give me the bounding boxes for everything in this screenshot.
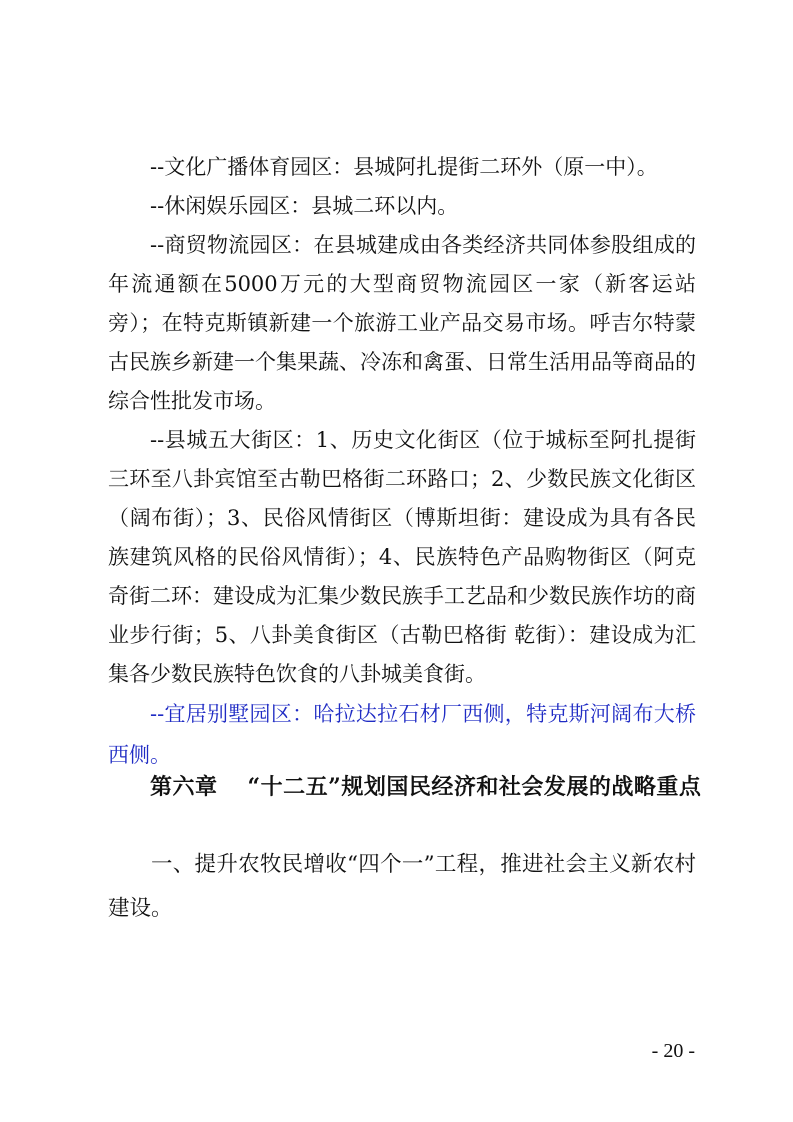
- chapter-heading: [150, 770, 710, 801]
- paragraph-leisure-zone: --休闲娱乐园区：县城二环以内。: [150, 194, 459, 218]
- paragraph-logistics-zone: --商贸物流园区：在县城建成由各类经济共同体参股组成的年流通额在5000万元的大型商贸物流园区一家（新客运站旁）；在特克斯镇新建一个旅游工业产品交易市场。呼吉尔特蒙古民族乡新建一个集果蔬、冷冻和禽蛋、日常生活用品等商品的综合性批发市场。: [108, 233, 696, 413]
- paragraph-culture-zone: --文化广播体育园区：县城阿扎提街二环外（原一中）。: [150, 155, 658, 179]
- body-text: [108, 148, 696, 776]
- page-number: - 20 -: [651, 1040, 695, 1062]
- section-heading: 一、提升农牧民增收“四个一”工程，推进社会主义新农村建设。: [108, 852, 696, 921]
- chapter-title: “十二五”规划国民经济和社会发展的战略重点: [247, 774, 702, 800]
- paragraph-villa-zone: --宜居别墅园区：哈拉达拉石材厂西侧，特克斯河阔布大桥西侧。: [108, 702, 696, 767]
- paragraph-five-streets: --县城五大街区：1、历史文化街区（位于城标至阿扎提街三环至八卦宾馆至古勒巴格街二环路口；2、少数民族文化街区（阔布街）；3、民俗风情街区（博斯坦街：建设成为具有各民族建筑风格的民俗风情街）；4、民族特色产品购物街区（阿克奇街二环：建设成为汇集少数民族手工艺品和少数民族作坊的商业步行街；5、八卦美食街区（古勒巴格街 乾街）：建设成为汇集各少数民族特色饮食的八卦城美食街。: [108, 428, 696, 686]
- chapter-number: 第六章: [150, 774, 218, 800]
